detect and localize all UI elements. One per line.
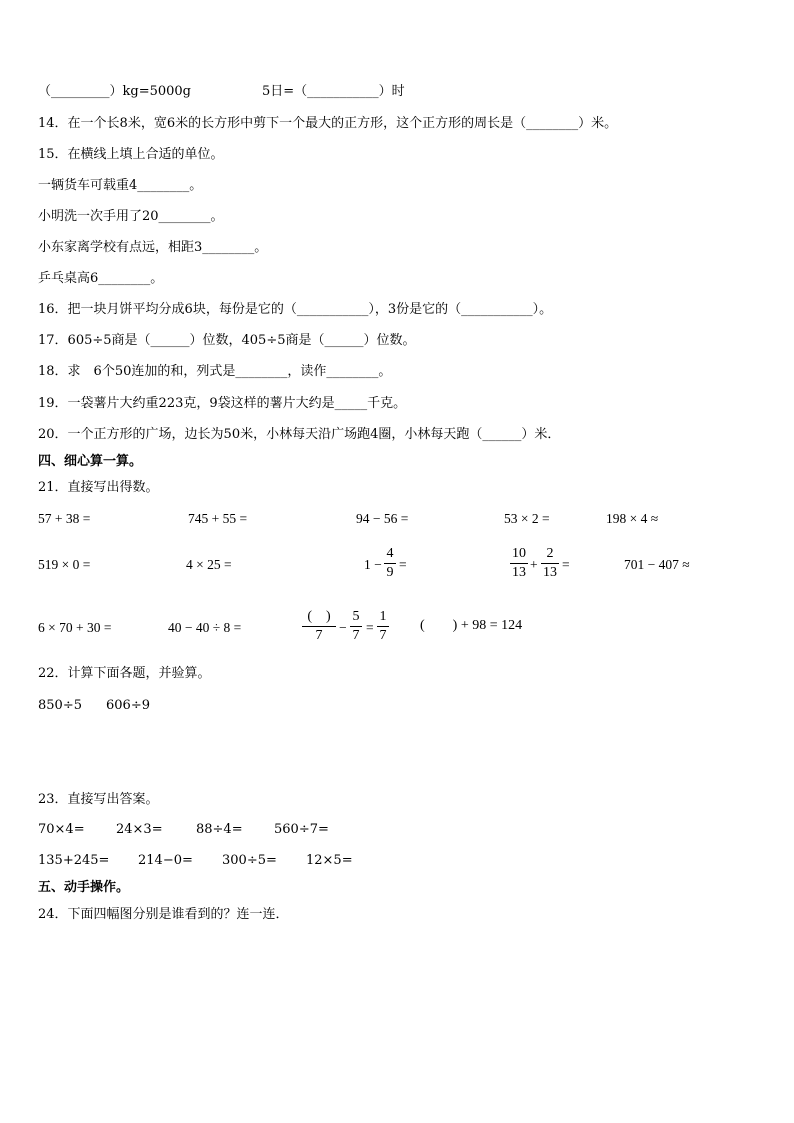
q21-expr-6: 519 × 0 =: [38, 557, 91, 572]
question-17: 17．605÷5商是（______）位数，405÷5商是（______）位数。: [38, 333, 416, 348]
question-15-b: 小明洗一次手用了20________。: [38, 209, 224, 224]
q21-expr-5: 198 × 4 ≈: [606, 511, 659, 526]
question-14: 14．在一个长8米，宽6米的长方形中剪下一个最大的正方形，这个正方形的周长是（________）米。: [38, 116, 618, 131]
question-15-d: 乒乓桌高6________。: [38, 271, 164, 286]
q23-expr-8: 12×5=: [306, 853, 353, 868]
q23-expr-5: 135+245=: [38, 853, 110, 868]
q21-expr-11: 6 × 70 + 30 =: [38, 620, 112, 635]
q21-fraction-blank-7: ( ) 7: [302, 609, 336, 644]
q21-expr-9-post: =: [562, 557, 570, 572]
q21-expr-3: 94 − 56 =: [356, 511, 409, 526]
section-5-heading: 五、动手操作。: [38, 880, 130, 895]
q21-fraction-5-7: 5 7: [350, 609, 362, 644]
question-15-c: 小东家离学校有点远，相距3________。: [38, 240, 268, 255]
q23-expr-4: 560÷7=: [274, 822, 329, 837]
question-16: 16．把一块月饼平均分成6块，每份是它的（___________），3份是它的（___________）。: [38, 302, 553, 317]
q21-equals: =: [366, 620, 374, 635]
question-15-a: 一辆货车可载重4________。: [38, 178, 203, 193]
q21-fraction-4-9: 4 9: [384, 546, 396, 581]
question-19: 19．一袋薯片大约重223克，9袋这样的薯片大约是_____千克。: [38, 396, 407, 411]
q21-expr-8-pre: 1 −: [364, 557, 382, 572]
q21-expr-8-post: =: [399, 557, 407, 572]
q23-expr-1: 70×4=: [38, 822, 85, 837]
q21-minus: −: [339, 620, 347, 635]
question-20: 20．一个正方形的广场，边长为50米，小林每天沿广场跑4圈，小林每天跑（______）米．: [38, 427, 561, 442]
q21-expr-10: 701 − 407 ≈: [624, 557, 690, 572]
q21-expr-4: 53 × 2 =: [504, 511, 550, 526]
q21-expr-7: 4 × 25 =: [186, 557, 232, 572]
q23-expr-3: 88÷4=: [196, 822, 243, 837]
q21-fraction-1-7: 1 7: [377, 609, 389, 644]
q21-plus: +: [530, 557, 538, 572]
q21-expr-1: 57 + 38 =: [38, 511, 91, 526]
q21-expr-2: 745 + 55 =: [188, 511, 248, 526]
question-18: 18．求 6个50连加的和，列式是________，读作________。: [38, 364, 392, 379]
q21-expr-12: 40 − 40 ÷ 8 =: [168, 620, 242, 635]
q21-expr-14: ( ) + 98 = 124: [420, 618, 523, 633]
question-24: 24．下面四幅图分别是谁看到的？连一连．: [38, 907, 289, 922]
section-4-heading: 四、细心算一算。: [38, 454, 143, 469]
question-22: 22．计算下面各题，并验算。: [38, 666, 211, 681]
q13-line-a: （_________）kg=5000g: [38, 84, 191, 99]
q23-expr-7: 300÷5=: [222, 853, 277, 868]
q22-expr-1: 850÷5: [38, 698, 82, 713]
q21-fraction-10-13: 10 13: [512, 546, 526, 580]
question-15: 15．在横线上填上合适的单位。: [38, 147, 224, 162]
q22-expr-2: 606÷9: [106, 698, 150, 713]
question-23: 23．直接写出答案。: [38, 792, 159, 807]
q23-expr-2: 24×3=: [116, 822, 163, 837]
question-21: 21．直接写出得数。: [38, 480, 159, 495]
q21-fraction-2-13: 2 13: [543, 546, 557, 580]
q23-expr-6: 214−0=: [138, 853, 193, 868]
q13-line-b: 5日=（___________）时: [262, 84, 405, 99]
